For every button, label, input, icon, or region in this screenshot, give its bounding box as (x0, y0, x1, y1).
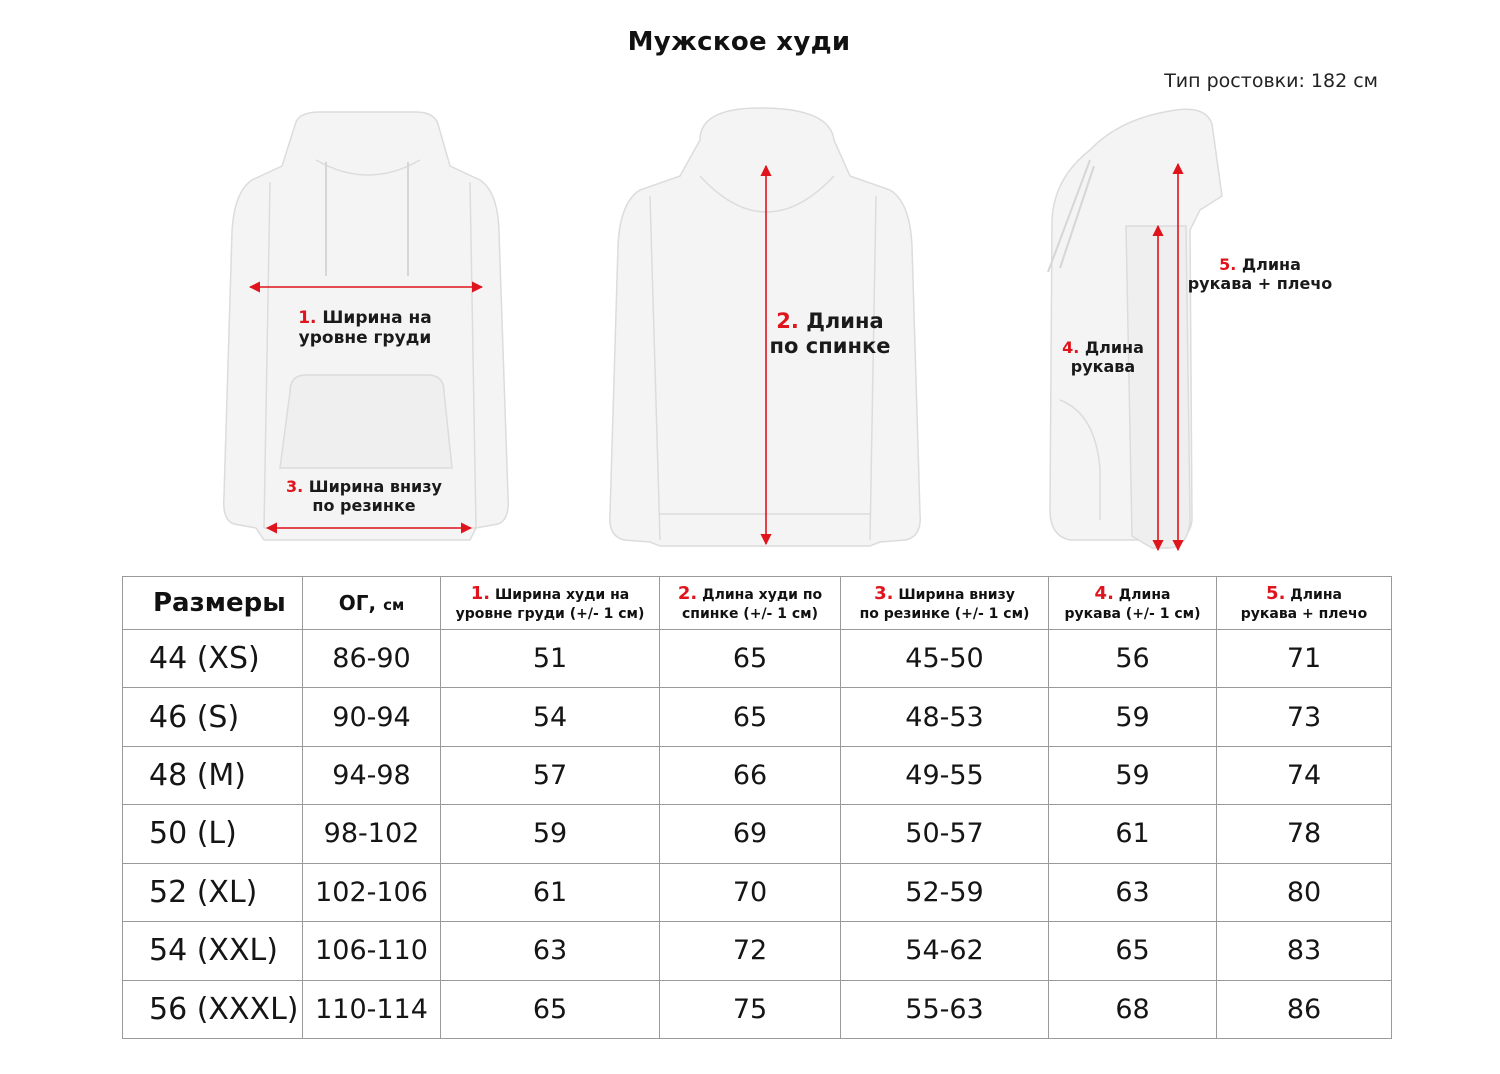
label-sleeve-length: 4. Длина рукава (1062, 338, 1144, 377)
cell-og: 86-90 (303, 630, 441, 688)
cell-sleeve: 65 (1049, 922, 1217, 980)
cell-chest: 59 (441, 805, 660, 863)
header-size: Размеры (123, 577, 303, 630)
cell-og: 94-98 (303, 746, 441, 804)
table-row (123, 805, 1392, 863)
cell-bottom: 48-53 (841, 688, 1049, 746)
cell-sleeve-shoulder: 83 (1217, 922, 1392, 980)
cell-bottom: 45-50 (841, 630, 1049, 688)
size-table (122, 576, 1392, 1039)
cell-sleeve-shoulder: 73 (1217, 688, 1392, 746)
cell-length: 75 (660, 980, 841, 1038)
cell-sleeve-shoulder: 78 (1217, 805, 1392, 863)
cell-og: 106-110 (303, 922, 441, 980)
label-sleeve-shoulder: 5. Длина рукава + плечо (1187, 255, 1333, 294)
header-sleeve-shoulder: 5. Длина рукава + плечо (1217, 577, 1392, 630)
label-bottom-width: 3. Ширина внизу по резинке (286, 477, 442, 516)
label-back-length: 2. Длина по спинке (769, 309, 891, 359)
header-sleeve: 4. Длина рукава (+/- 1 см) (1049, 577, 1217, 630)
cell-length: 72 (660, 922, 841, 980)
table-row (123, 922, 1392, 980)
cell-size: 44 (XS) (123, 630, 303, 688)
table-row (123, 863, 1392, 921)
cell-chest: 63 (441, 922, 660, 980)
cell-length: 70 (660, 863, 841, 921)
header-bottom: 3. Ширина внизу по резинке (+/- 1 см) (841, 577, 1049, 630)
cell-sleeve: 59 (1049, 746, 1217, 804)
cell-sleeve: 68 (1049, 980, 1217, 1038)
cell-og: 102-106 (303, 863, 441, 921)
cell-sleeve-shoulder: 74 (1217, 746, 1392, 804)
cell-size: 46 (S) (123, 688, 303, 746)
cell-bottom: 55-63 (841, 980, 1049, 1038)
cell-length: 65 (660, 630, 841, 688)
cell-bottom: 49-55 (841, 746, 1049, 804)
header-og: ОГ, см (303, 577, 441, 630)
cell-size: 56 (XXXL) (123, 980, 303, 1038)
cell-sleeve: 59 (1049, 688, 1217, 746)
label-chest-width: 1. Ширина на уровне груди (298, 308, 432, 349)
cell-chest: 65 (441, 980, 660, 1038)
cell-size: 52 (XL) (123, 863, 303, 921)
cell-bottom: 50-57 (841, 805, 1049, 863)
cell-sleeve: 63 (1049, 863, 1217, 921)
cell-chest: 61 (441, 863, 660, 921)
cell-size: 54 (XXL) (123, 922, 303, 980)
cell-og: 90-94 (303, 688, 441, 746)
cell-length: 69 (660, 805, 841, 863)
cell-sleeve-shoulder: 86 (1217, 980, 1392, 1038)
cell-og: 110-114 (303, 980, 441, 1038)
cell-sleeve-shoulder: 71 (1217, 630, 1392, 688)
table-row (123, 980, 1392, 1038)
cell-og: 98-102 (303, 805, 441, 863)
cell-chest: 57 (441, 746, 660, 804)
cell-length: 66 (660, 746, 841, 804)
cell-chest: 51 (441, 630, 660, 688)
header-chest: 1. Ширина худи на уровне груди (+/- 1 см) (441, 577, 660, 630)
header-length: 2. Длина худи по спинке (+/- 1 см) (660, 577, 841, 630)
cell-sleeve-shoulder: 80 (1217, 863, 1392, 921)
cell-bottom: 54-62 (841, 922, 1049, 980)
cell-size: 48 (M) (123, 746, 303, 804)
cell-sleeve: 56 (1049, 630, 1217, 688)
table-row (123, 630, 1392, 688)
cell-bottom: 52-59 (841, 863, 1049, 921)
hoodie-side (1050, 109, 1222, 548)
page-title: Мужское худи (627, 27, 851, 57)
cell-length: 65 (660, 688, 841, 746)
table-header-row (123, 577, 1392, 630)
table-row (123, 746, 1392, 804)
table-row (123, 688, 1392, 746)
cell-sleeve: 61 (1049, 805, 1217, 863)
cell-chest: 54 (441, 688, 660, 746)
model-height-note: Тип ростовки: 182 см (1164, 70, 1378, 92)
cell-size: 50 (L) (123, 805, 303, 863)
